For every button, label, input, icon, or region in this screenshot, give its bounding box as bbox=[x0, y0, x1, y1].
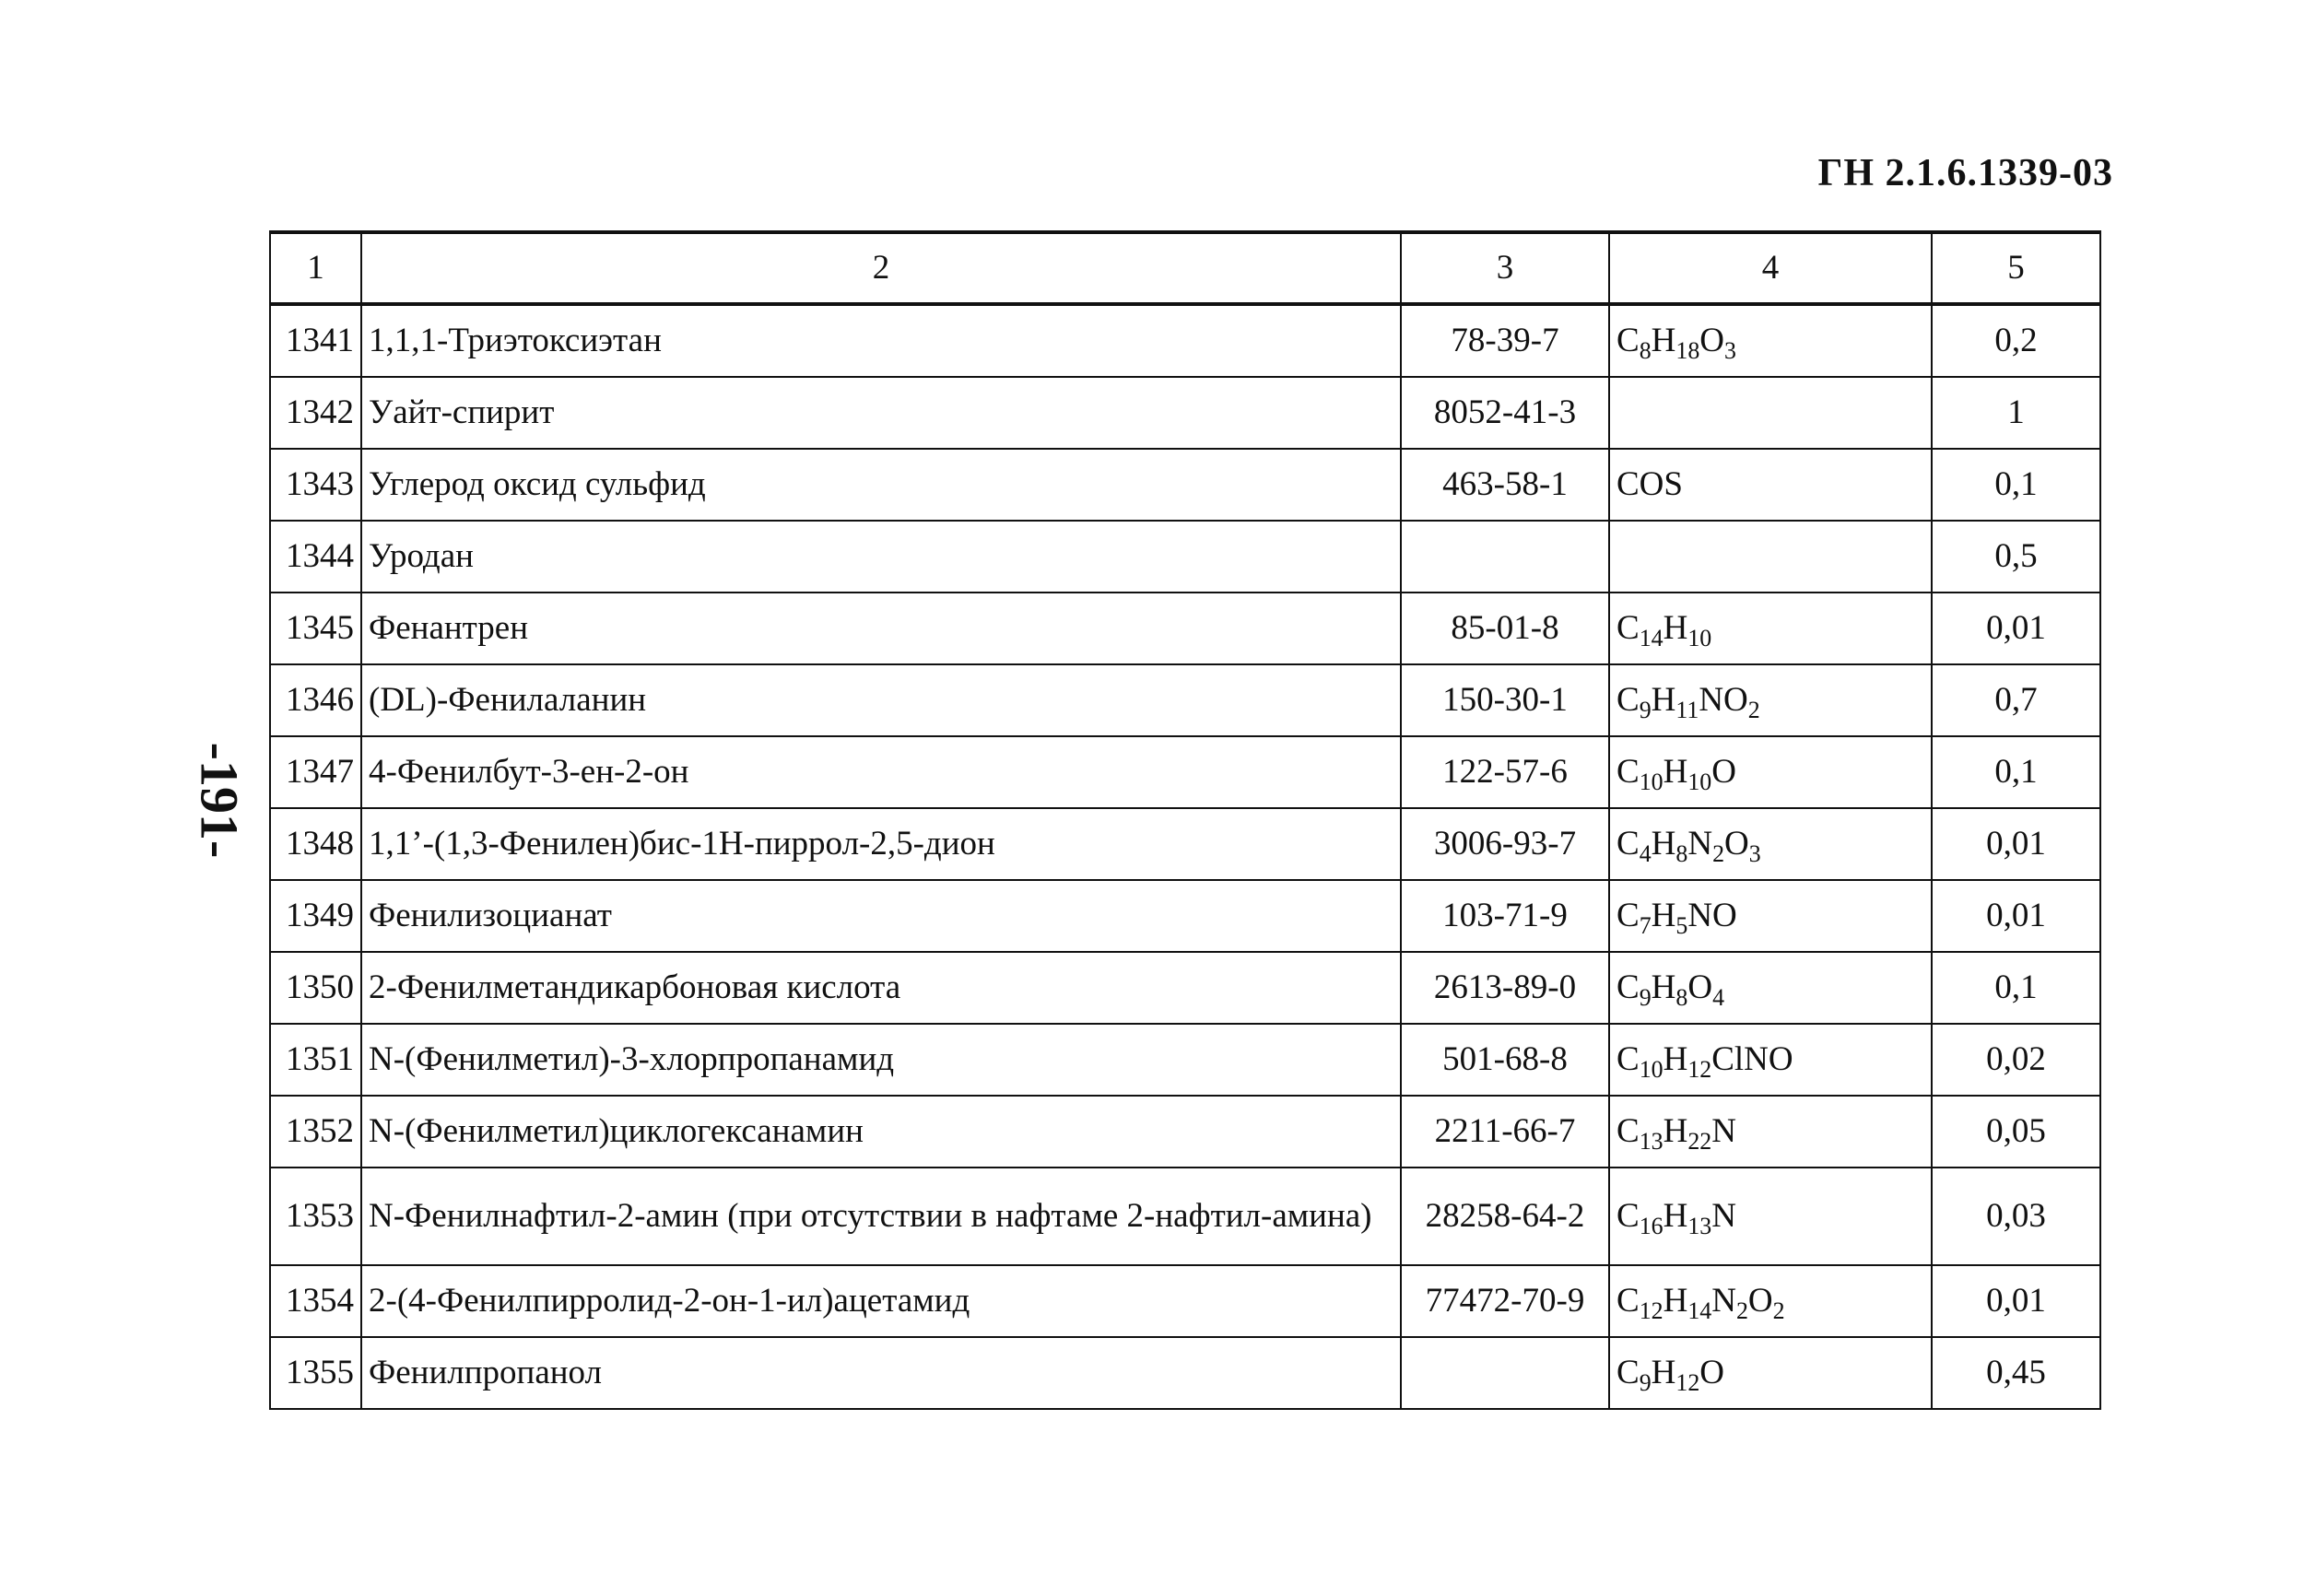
substance-name: 2-Фенилметандикарбоновая кислота bbox=[361, 952, 1401, 1024]
page-number: -191- bbox=[189, 742, 250, 859]
limit-value: 0,01 bbox=[1932, 880, 2100, 952]
substance-name: Уайт-спирит bbox=[361, 377, 1401, 449]
cas-number: 28258-64-2 bbox=[1401, 1168, 1609, 1265]
table-row bbox=[270, 1024, 2100, 1096]
chemical-formula bbox=[1609, 377, 1932, 449]
table-row bbox=[270, 664, 2100, 736]
table-row bbox=[270, 952, 2100, 1024]
substance-name: 4-Фенилбут-3-ен-2-он bbox=[361, 736, 1401, 808]
chemical-formula: $C_9H_8O_4$ bbox=[1609, 952, 1932, 1024]
chemical-formula: $C_{13}H_{22}N$ bbox=[1609, 1096, 1932, 1168]
cas-number: 150-30-1 bbox=[1401, 664, 1609, 736]
column-header-2: 2 bbox=[361, 232, 1401, 304]
substance-name: Фенилпропанол bbox=[361, 1337, 1401, 1409]
cas-number: 2211-66-7 bbox=[1401, 1096, 1609, 1168]
substance-name: Фенилизоцианат bbox=[361, 880, 1401, 952]
table-row bbox=[270, 593, 2100, 664]
column-header-3: 3 bbox=[1401, 232, 1609, 304]
substance-name: N-(Фенилметил)-3-хлорпропанамид bbox=[361, 1024, 1401, 1096]
cas-number bbox=[1401, 521, 1609, 593]
chemical-formula: $C_8H_{18}O_3$ bbox=[1609, 304, 1932, 377]
limit-value: 0,2 bbox=[1932, 304, 2100, 377]
row-number: 1341 bbox=[270, 304, 361, 377]
chemical-formula: $C_7H_5NO$ bbox=[1609, 880, 1932, 952]
chemical-formula: $C_{14}H_{10}$ bbox=[1609, 593, 1932, 664]
substances-table bbox=[269, 230, 2101, 1410]
limit-value: 0,1 bbox=[1932, 736, 2100, 808]
row-number: 1355 bbox=[270, 1337, 361, 1409]
cas-number bbox=[1401, 1337, 1609, 1409]
row-number: 1352 bbox=[270, 1096, 361, 1168]
cas-number: 78-39-7 bbox=[1401, 304, 1609, 377]
table-row bbox=[270, 1265, 2100, 1337]
chemical-formula: $C_{16}H_{13}N$ bbox=[1609, 1168, 1932, 1265]
substance-name: (DL)-Фенилаланин bbox=[361, 664, 1401, 736]
limit-value: 0,1 bbox=[1932, 952, 2100, 1024]
limit-value: 0,01 bbox=[1932, 593, 2100, 664]
table-row bbox=[270, 736, 2100, 808]
limit-value: 0,02 bbox=[1932, 1024, 2100, 1096]
row-number: 1343 bbox=[270, 449, 361, 521]
table-header-row bbox=[270, 232, 2100, 304]
cas-number: 103-71-9 bbox=[1401, 880, 1609, 952]
column-header-5: 5 bbox=[1932, 232, 2100, 304]
chemical-formula: $C_9H_{11}NO_2$ bbox=[1609, 664, 1932, 736]
row-number: 1342 bbox=[270, 377, 361, 449]
substance-name: N-(Фенилметил)циклогексанамин bbox=[361, 1096, 1401, 1168]
row-number: 1353 bbox=[270, 1168, 361, 1265]
limit-value: 1 bbox=[1932, 377, 2100, 449]
limit-value: 0,1 bbox=[1932, 449, 2100, 521]
limit-value: 0,01 bbox=[1932, 1265, 2100, 1337]
substance-name: Уродан bbox=[361, 521, 1401, 593]
chemical-formula: $C_{10}H_{10}O$ bbox=[1609, 736, 1932, 808]
row-number: 1354 bbox=[270, 1265, 361, 1337]
row-number: 1344 bbox=[270, 521, 361, 593]
chemical-formula bbox=[1609, 521, 1932, 593]
column-header-4: 4 bbox=[1609, 232, 1932, 304]
row-number: 1348 bbox=[270, 808, 361, 880]
chemical-formula: $C_{12}H_{14}N_2O_2$ bbox=[1609, 1265, 1932, 1337]
substance-name: 1,1,1-Триэтоксиэтан bbox=[361, 304, 1401, 377]
limit-value: 0,01 bbox=[1932, 808, 2100, 880]
cas-number: 122-57-6 bbox=[1401, 736, 1609, 808]
chemical-formula: $C_9H_{12}O$ bbox=[1609, 1337, 1932, 1409]
column-header-1: 1 bbox=[270, 232, 361, 304]
substance-name: 2-(4-Фенилпирролид-2-он-1-ил)ацетамид bbox=[361, 1265, 1401, 1337]
limit-value: 0,03 bbox=[1932, 1168, 2100, 1265]
row-number: 1349 bbox=[270, 880, 361, 952]
limit-value: 0,5 bbox=[1932, 521, 2100, 593]
cas-number: 463-58-1 bbox=[1401, 449, 1609, 521]
row-number: 1347 bbox=[270, 736, 361, 808]
table-row bbox=[270, 880, 2100, 952]
cas-number: 8052-41-3 bbox=[1401, 377, 1609, 449]
chemical-formula: $C_4H_8N_2O_3$ bbox=[1609, 808, 1932, 880]
table-row bbox=[270, 1337, 2100, 1409]
chemical-formula: COS bbox=[1609, 449, 1932, 521]
substance-name: N-Фенилнафтил-2-амин (при отсутствии в нафтаме 2-нафтил-амина) bbox=[361, 1168, 1401, 1265]
row-number: 1351 bbox=[270, 1024, 361, 1096]
cas-number: 77472-70-9 bbox=[1401, 1265, 1609, 1337]
row-number: 1350 bbox=[270, 952, 361, 1024]
cas-number: 501-68-8 bbox=[1401, 1024, 1609, 1096]
limit-value: 0,05 bbox=[1932, 1096, 2100, 1168]
chemical-formula: $C_{10}H_{12}ClNO$ bbox=[1609, 1024, 1932, 1096]
document-code: ГН 2.1.6.1339-03 bbox=[1817, 152, 2113, 194]
limit-value: 0,7 bbox=[1932, 664, 2100, 736]
table-body bbox=[270, 304, 2100, 1409]
substance-name: Фенантрен bbox=[361, 593, 1401, 664]
table-row bbox=[270, 1168, 2100, 1265]
substance-name: 1,1’-(1,3-Фенилен)бис-1Н-пиррол-2,5-дион bbox=[361, 808, 1401, 880]
substance-name: Углерод оксид сульфид bbox=[361, 449, 1401, 521]
cas-number: 85-01-8 bbox=[1401, 593, 1609, 664]
row-number: 1345 bbox=[270, 593, 361, 664]
table-row bbox=[270, 1096, 2100, 1168]
table-row bbox=[270, 304, 2100, 377]
cas-number: 2613-89-0 bbox=[1401, 952, 1609, 1024]
table-row bbox=[270, 377, 2100, 449]
table-row bbox=[270, 521, 2100, 593]
table-row bbox=[270, 808, 2100, 880]
limit-value: 0,45 bbox=[1932, 1337, 2100, 1409]
cas-number: 3006-93-7 bbox=[1401, 808, 1609, 880]
table-row bbox=[270, 449, 2100, 521]
row-number: 1346 bbox=[270, 664, 361, 736]
